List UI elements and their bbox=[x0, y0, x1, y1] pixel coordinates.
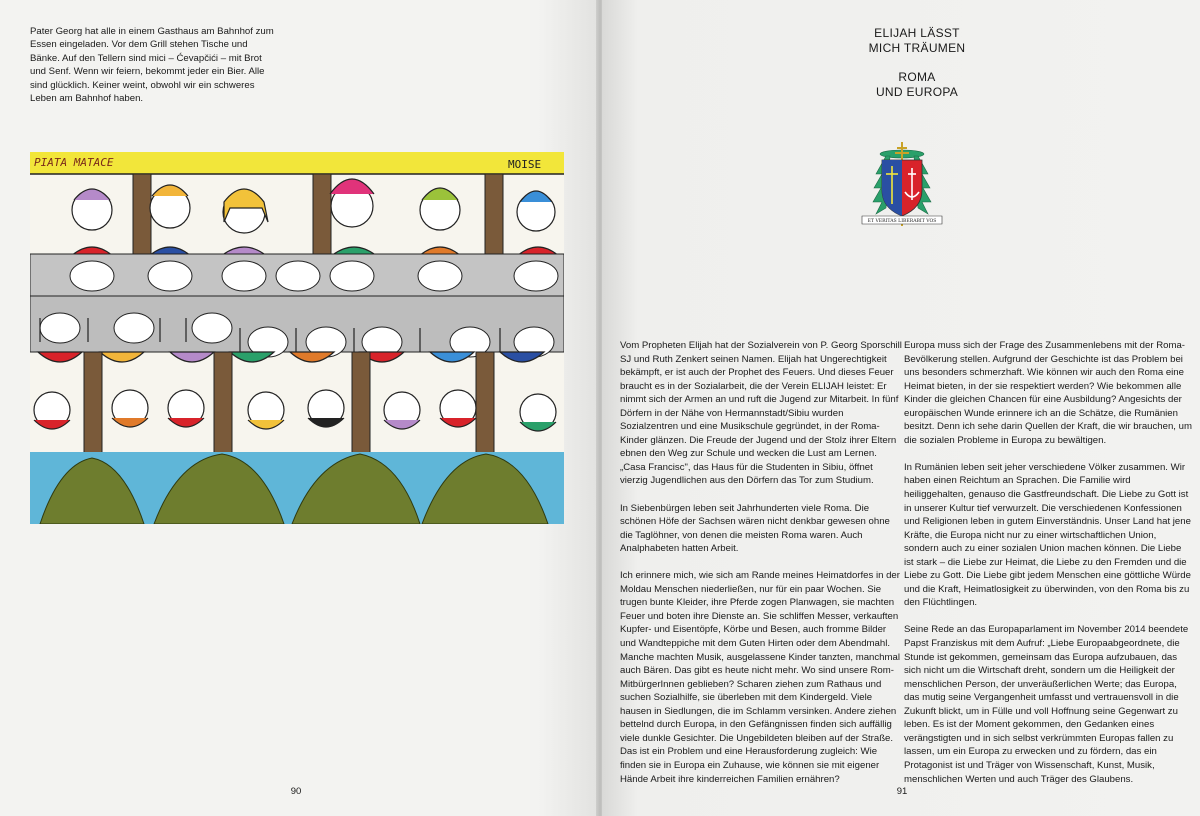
drawing-label-left: PIATA MATACE bbox=[34, 156, 114, 169]
body-paragraph: Europa muss sich der Frage des Zusammenlebens mit der Roma-Bevölkerung stellen. Aufgrund der Geschichte ist das Problem bei uns besonders schmerzhaft. Wie können wir auch den Roma eine Heimat bieten, in der sie respektiert werden? Wie bekommen alle Kinder die gleichen Chancen für eine Ausbildung? Angesichts der europäischen Wunde erinnere ich an die Schätze, die Rumänien besitzt. Denn ich sehe darin Quellen der Kraft, die wir brauchen, um die sozialen Probleme in Europa zu bewältigen. bbox=[904, 340, 1192, 446]
coat-of-arms-icon bbox=[852, 140, 952, 236]
page-number-right: 91 bbox=[896, 786, 908, 797]
body-paragraph: Vom Propheten Elijah hat der Sozialverein von P. Georg Sporschill SJ und Ruth Zenkert seinen Namen. Elijah hat Ungerechtigkeit bekämpft, er ist auch der Prophet des Feuers. Und dieses Feuer braucht es in der Sozialarbeit, die der Verein ELIJAH leistet: Er nimmt sich der Armen an und ruft die Jugend zur Mitarbeit. In fünf Dörfern in der Nähe von Hermannstadt/Sibiu wurden Sozialzentren und eine Musikschule gegründet, in der Roma-Kinder glänzen. Die Freude der Jugend und der Stolz ihrer Eltern ebnen den Weg zur Schule und wecken die Lust am Lernen. „Casa Francisc", das Haus für die Studenten in Sibiu, öffnet vierzig Jugendlichen aus den Dörfern das Tor zum Studium. bbox=[620, 340, 902, 487]
right-page bbox=[602, 0, 1200, 816]
body-paragraph: In Siebenbürgen leben seit Jahrhunderten viele Roma. Die schönen Höfe der Sachsen wären nicht denkbar gewesen ohne die Taglöhner, von denen die meisten Roma waren. Auch Analphabeten hatten Arbeit. bbox=[620, 502, 890, 555]
drawing-label-right: MOISE bbox=[508, 158, 542, 171]
left-page bbox=[0, 0, 598, 816]
children-drawing-illustration bbox=[30, 152, 564, 524]
coat-of-arms-motto: ET VERITAS LIBERABIT VOS bbox=[867, 219, 937, 225]
chapter-heading: ELIJAH LÄSST MICH TRÄUMEN bbox=[868, 26, 966, 55]
body-paragraph: Seine Rede an das Europaparlament im November 2014 beendete Papst Franziskus mit dem Aufruf: „Liebe Europaabgeordnete, die Stunde ist gekommen, gemeinsam das Europa aufzubauen, das sich nicht um die Wirtschaft dreht, sondern um die Heiligkeit der menschlichen Person, der unveräußerlichen Werte; das Europa, das mutig seine Vergangenheit umfasst und vertrauensvoll in die Zukunft blickt, um in Fülle und voll Hoffnung seine Gegenwart zu leben. Es ist der Moment gekommen, den Gedanken eines verängstigten und in sich selbst verkrümmten Europas fallen zu lassen, um ein Europa zu erwecken und zu fördern, das ein Protagonist ist und Träger von Wissenschaft, Kunst, Musik, menschlichen Werten und auch Träger des Glaubens. bbox=[904, 624, 1189, 785]
intro-paragraph: Pater Georg hat alle in einem Gasthaus am Bahnhof zum Essen eingeladen. Vor dem Grill stehen Tische und Bänke. Auf den Tellern sind mici – Ćevapčići – mit Brot und Senf. Wenn wir feiern, bekommt jeder ein Bier. Alle sind glücklich. Keiner weint, obwohl wir ein schweres Leben am Bahnhof haben. bbox=[30, 26, 274, 105]
body-paragraph: Ich erinnere mich, wie sich am Rande meines Heimatdorfes in der Moldau Menschen niederließen, nur für ein paar Wochen. Sie trugen bunte Kleider, ihre Pferde zogen Planwagen, sie machten Feuer und boten ihre Dienste an. Sie schliffen Messer, verkauften Kupfer- und Eisentöpfe, Körbe und Besen, auch fromme Bilder und Wandteppiche mit dem Guten Hirten oder dem Abendmahl. Manche machten Musik, ausgelassene Kinder tanzten, manchmal auch Bären. Das gibt es heute nicht mehr. Wo sind unsere Rom-MitbürgerInnen geblieben? Scharen ziehen zum Rathaus und suchen Sozialhilfe, sie überleben mit dem Kindergeld. Viele hausen in Siedlungen, die im Schlamm versinken. Andere ziehen bettelnd durch Europa, in den Gefängnissen finden sich auffällig viele dunkle Gesichter. Die Ungebildeten bleiben auf der Straße. Das ist ein Problem und eine Herausforderung zugleich: Wie finden sie in Europa ein Zuhause, wie können sie mit eigener Hände Arbeit ihre kinderreichen Familien ernähren? bbox=[620, 570, 900, 785]
body-paragraph: In Rumänien leben seit jeher verschiedene Völker zusammen. Wir haben einen Reichtum an Sprachen. Die Familie wird heiliggehalten, genauso die Gastfreundschaft. Die Liebe zu Gott ist in unserer Kultur tief verwurzelt. Die verschiedenen Konfessionen und Religionen leben in gutem Einverständnis. Unser Land hat jene Kräfte, die Europa nicht nur zu einer wirtschaftlichen Union, sondern auch zu einer sozialen Union machen können. Die Liebe ist stark – die Liebe zur Heimat, die Liebe zu den Fremden und die Liebe zu Gott. Die Liebe gibt jedem Menschen eine göttliche Würde und die Kraft, Heimatlosigkeit zu überwinden, von den Roma bis zu den Flüchtlingen. bbox=[904, 461, 1191, 609]
chapter-subheading: ROMA UND EUROPA bbox=[875, 70, 959, 99]
text-column-2 bbox=[904, 339, 1192, 800]
text-column-1 bbox=[620, 339, 902, 800]
page-number-left: 90 bbox=[290, 786, 302, 797]
